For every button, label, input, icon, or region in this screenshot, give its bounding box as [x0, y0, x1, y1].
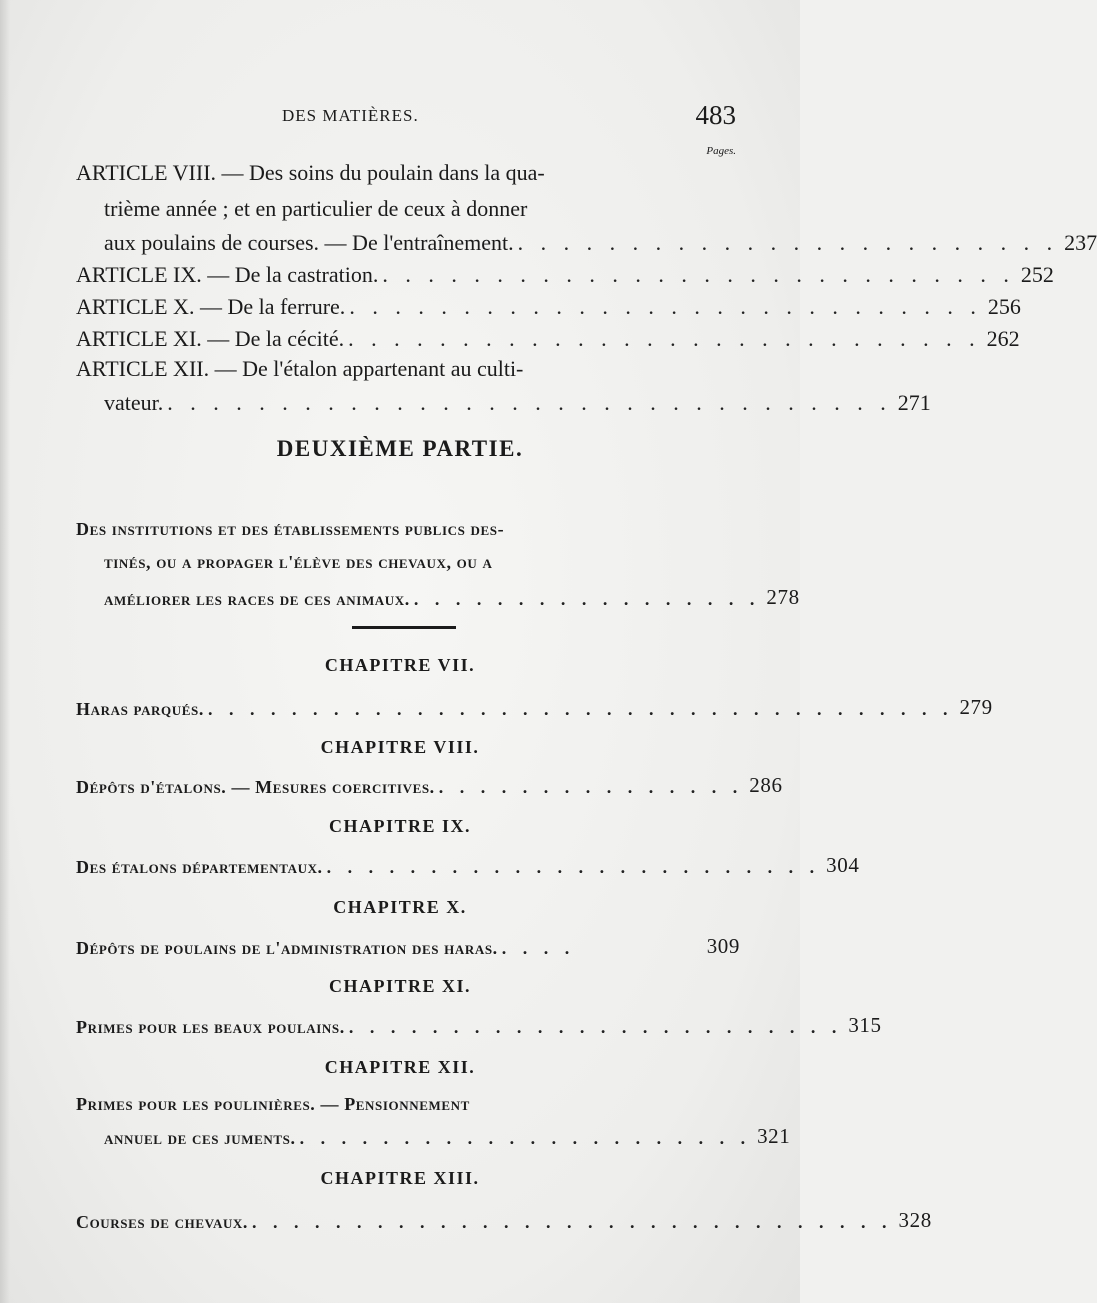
toc-entry-article-10 [76, 288, 1021, 320]
pages-column-label: Pages. [706, 145, 736, 157]
section-divider [352, 626, 456, 629]
page-number: 483 [695, 100, 736, 130]
chapter-heading-11: CHAPITRE XI. [328, 976, 471, 996]
toc-entry-chapter-7 [76, 688, 993, 720]
chapter-heading-8: CHAPITRE VIII. [320, 737, 480, 757]
part-description-line1: Des institutions et des établissements publics des- [76, 519, 505, 539]
toc-entry-article-9 [76, 256, 1054, 288]
chapter-heading-12: CHAPITRE XII. [324, 1057, 476, 1077]
toc-page-number: 262 [986, 326, 1020, 351]
toc-entry-chapter-12 [104, 1117, 791, 1149]
toc-entry-text: Dépôts de poulains de l'administration des haras. [76, 938, 498, 958]
toc-entry-text: ARTICLE XI. — De la cécité. [76, 326, 345, 351]
chapter-heading-10: CHAPITRE X. [333, 897, 467, 917]
toc-entry-text: annuel de ces juments. [104, 1128, 296, 1148]
leader-dots: . . . . . . . . . . . . . . . . . . . . . . [299, 1128, 752, 1148]
leader-dots: . . . . . . . . . . . . . . . . . . . . . . . . . . . . . . . [252, 1212, 893, 1232]
toc-entry-chapter-11 [76, 1006, 882, 1038]
toc-entry-chapter-8 [76, 766, 783, 798]
toc-page-number: 237 [1064, 230, 1097, 255]
toc-entry-text: aux poulains de courses. — De l'entraînement. [104, 230, 514, 255]
toc-page-number: 328 [898, 1208, 932, 1232]
toc-entry-text: Dépôts d'étalons. — Mesures coercitives. [76, 777, 435, 797]
chapter-heading-7: CHAPITRE VII. [324, 655, 476, 675]
toc-page-number: 304 [826, 853, 860, 877]
leader-dots: . . . . . . . . . . . . . . . . . . . . . . . . . . . . [349, 294, 982, 319]
toc-page-number: 278 [766, 585, 800, 609]
toc-entry-article-8-line1: ARTICLE VIII. — Des soins du poulain dans la qua- [76, 160, 545, 185]
running-title: DES MATIÈRES. [282, 106, 419, 125]
leader-dots: . . . . . . . . . . . . . . . . . . . . . . . . . . . . . . . . . . . . [207, 699, 954, 719]
toc-page-number: 309 [706, 934, 740, 958]
leader-dots: . . . . . . . . . . . . . . . . . . . . . . . . [517, 230, 1059, 255]
toc-page-number: 321 [757, 1124, 791, 1148]
leader-dots: . . . . . . . . . . . . . . . . . . . . . . . . [348, 1017, 843, 1037]
leader-dots: . . . . . . . . . . . . . . . . . [413, 589, 761, 609]
leader-dots: . . . . . . . . . . . . . . . . . . . . . . . . . . . . [382, 262, 1015, 287]
toc-entry-article-8 [104, 224, 1097, 256]
page-edge-shadow [0, 0, 10, 1303]
toc-entry-chapter-9 [76, 846, 860, 878]
toc-entry-text: Des étalons départementaux. [76, 857, 323, 877]
leader-dots: . . . . [501, 938, 576, 958]
toc-page-number: 252 [1020, 262, 1054, 287]
part-heading: DEUXIÈME PARTIE. [276, 436, 524, 461]
toc-page-number: 279 [959, 695, 993, 719]
toc-entry-article-12-line1: ARTICLE XII. — De l'étalon appartenant au culti- [76, 356, 524, 381]
toc-entry-text: Haras parqués. [76, 699, 204, 719]
toc-entry-chapter-10 [76, 927, 740, 959]
toc-page-number: 286 [749, 773, 783, 797]
toc-entry-text: ARTICLE X. — De la ferrure. [76, 294, 346, 319]
leader-dots: . . . . . . . . . . . . . . . . . . . . . . . . . . . . [348, 326, 981, 351]
chapter-heading-9: CHAPITRE IX. [328, 816, 471, 836]
leader-dots: . . . . . . . . . . . . . . . . . . . . . . . . [326, 857, 821, 877]
leader-dots: . . . . . . . . . . . . . . . [438, 777, 744, 797]
toc-entry-article-12 [104, 384, 931, 416]
toc-entry-text: Primes pour les beaux poulains. [76, 1017, 345, 1037]
toc-page-number: 315 [848, 1013, 882, 1037]
toc-entry-chapter-13 [76, 1201, 932, 1233]
toc-page-number: 271 [897, 390, 931, 415]
toc-entry-text: Courses de chevaux. [76, 1212, 249, 1232]
toc-entry-text: ARTICLE IX. — De la castration. [76, 262, 379, 287]
chapter-heading-13: CHAPITRE XIII. [320, 1168, 480, 1188]
toc-entry-article-11 [76, 320, 1020, 352]
toc-entry-part-2 [104, 578, 800, 610]
part-description-line2: tinés, ou a propager l'élève des chevaux, ou a [104, 552, 493, 572]
toc-entry-article-8-line2: trième année ; et en particulier de ceux à donner [104, 196, 528, 221]
toc-page-number: 256 [987, 294, 1021, 319]
toc-entry-text: améliorer les races de ces animaux. [104, 589, 410, 609]
toc-entry-text: vateur. [104, 390, 164, 415]
toc-entry-chapter-12-line1: Primes pour les poulinières. — Pensionnement [76, 1094, 470, 1114]
leader-dots: . . . . . . . . . . . . . . . . . . . . . . . . . . . . . . . . [167, 390, 892, 415]
